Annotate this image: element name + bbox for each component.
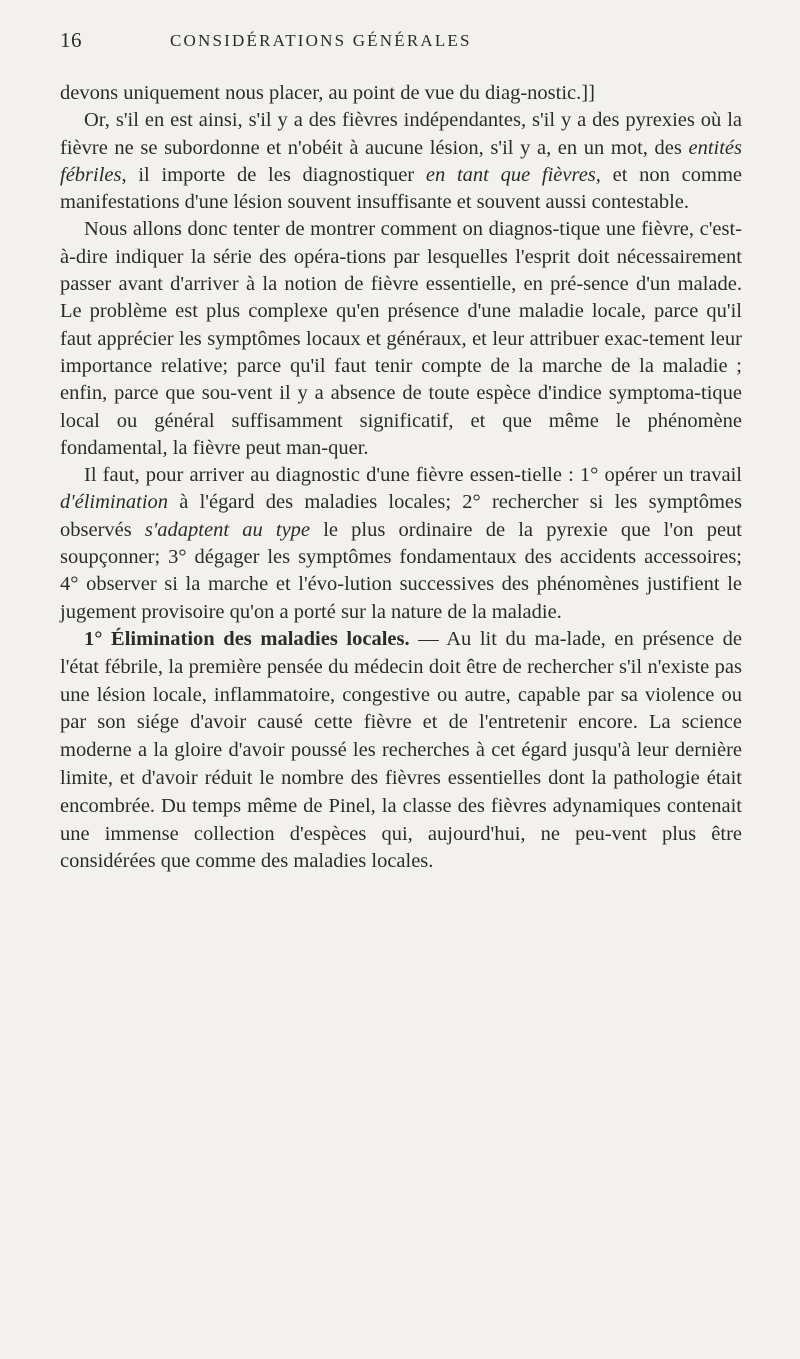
paragraph-4-emphasis-1: d'élimination (60, 491, 169, 514)
body-text (60, 80, 742, 876)
paragraph-3: Nous allons donc tenter de montrer comment on diagnos-tique une fièvre, c'est-à-dire indiquer la série des opéra-tions par lesquelles l'esprit doit nécessairement passer avant d'arriver à la notion de fièvre essentielle, en pré-sence d'un malade. Le problème est plus complexe qu'en présence d'une maladie locale, parce qu'il faut apprécier les symptômes locaux et généraux, et leur attribuer exac-tement leur importance relative; parce qu'il faut tenir compte de la marche de la maladie ; enfin, parce que sou-vent il y a absence de toute espèce d'indice symptoma-tique local ou général suffisamment significatif, et que même le phénomène fondamental, la fièvre peut man-quer. (60, 218, 742, 459)
book-page (60, 28, 742, 876)
page-header (60, 28, 742, 58)
running-title: CONSIDÉRATIONS GÉNÉRALES (170, 31, 472, 50)
paragraph-2-text-a: Or, s'il en est ainsi, s'il y a des fièvres indépendantes, s'il y a des pyrexies où la fièvre ne se subordonne et n'obéit à aucune lésion, s'il y a, en un mot, des (60, 109, 742, 159)
paragraph-4 (60, 462, 742, 626)
paragraph-4-text-a: Il faut, pour arriver au diagnostic d'une fièvre essen-tielle : 1° opérer un travail (84, 464, 742, 487)
paragraph-4-emphasis-2: s'adaptent au type (144, 518, 311, 541)
paragraph-2-emphasis-1: entités fébriles (60, 136, 742, 186)
paragraph-2-text-b: , il importe de les diagnostiquer (121, 163, 426, 186)
paragraph-4-text-b: à l'égard des maladies locales; 2° rechercher si les symptômes observés (60, 491, 742, 541)
section-heading: 1° Élimination des maladies locales. (84, 627, 410, 650)
paragraph-5 (60, 626, 742, 876)
paragraph-4-text-c: le plus ordinaire de la pyrexie que l'on peut soupçonner; 3° dégager les symptômes fondamentaux des accidents accessoires; 4° observer si la marche et l'évo-lution successives des phénomènes justifient le jugement provisoire qu'on a porté sur la nature de la maladie. (60, 518, 743, 623)
paragraph-1: devons uniquement nous placer, au point de vue du diag-nostic.]] (60, 82, 595, 104)
page-number: 16 (60, 28, 82, 52)
paragraph-2-emphasis-2: en tant que fièvres (425, 163, 596, 186)
paragraph-2 (60, 107, 742, 216)
paragraph-2-text-c: , et non comme manifestations d'une lésion souvent insuffisante et souvent aussi contestable. (60, 163, 742, 214)
paragraph-5-text: — Au lit du ma-lade, en présence de l'état fébrile, la première pensée du médecin doit être de rechercher s'il n'existe pas une lésion locale, inflammatoire, congestive ou autre, capable par sa violence ou par son siége d'avoir causé cette fièvre et de l'entretenir encore. La science moderne a la gloire d'avoir poussé les recherches à cet égard jusqu'à leur dernière limite, et d'avoir réduit le nombre des fièvres essentielles dont la pathologie était encombrée. Du temps même de Pinel, la classe des fièvres adynamiques contenait une immense collection d'espèces qui, aujourd'hui, ne peu-vent plus être considérées que comme des maladies locales. (60, 627, 742, 873)
